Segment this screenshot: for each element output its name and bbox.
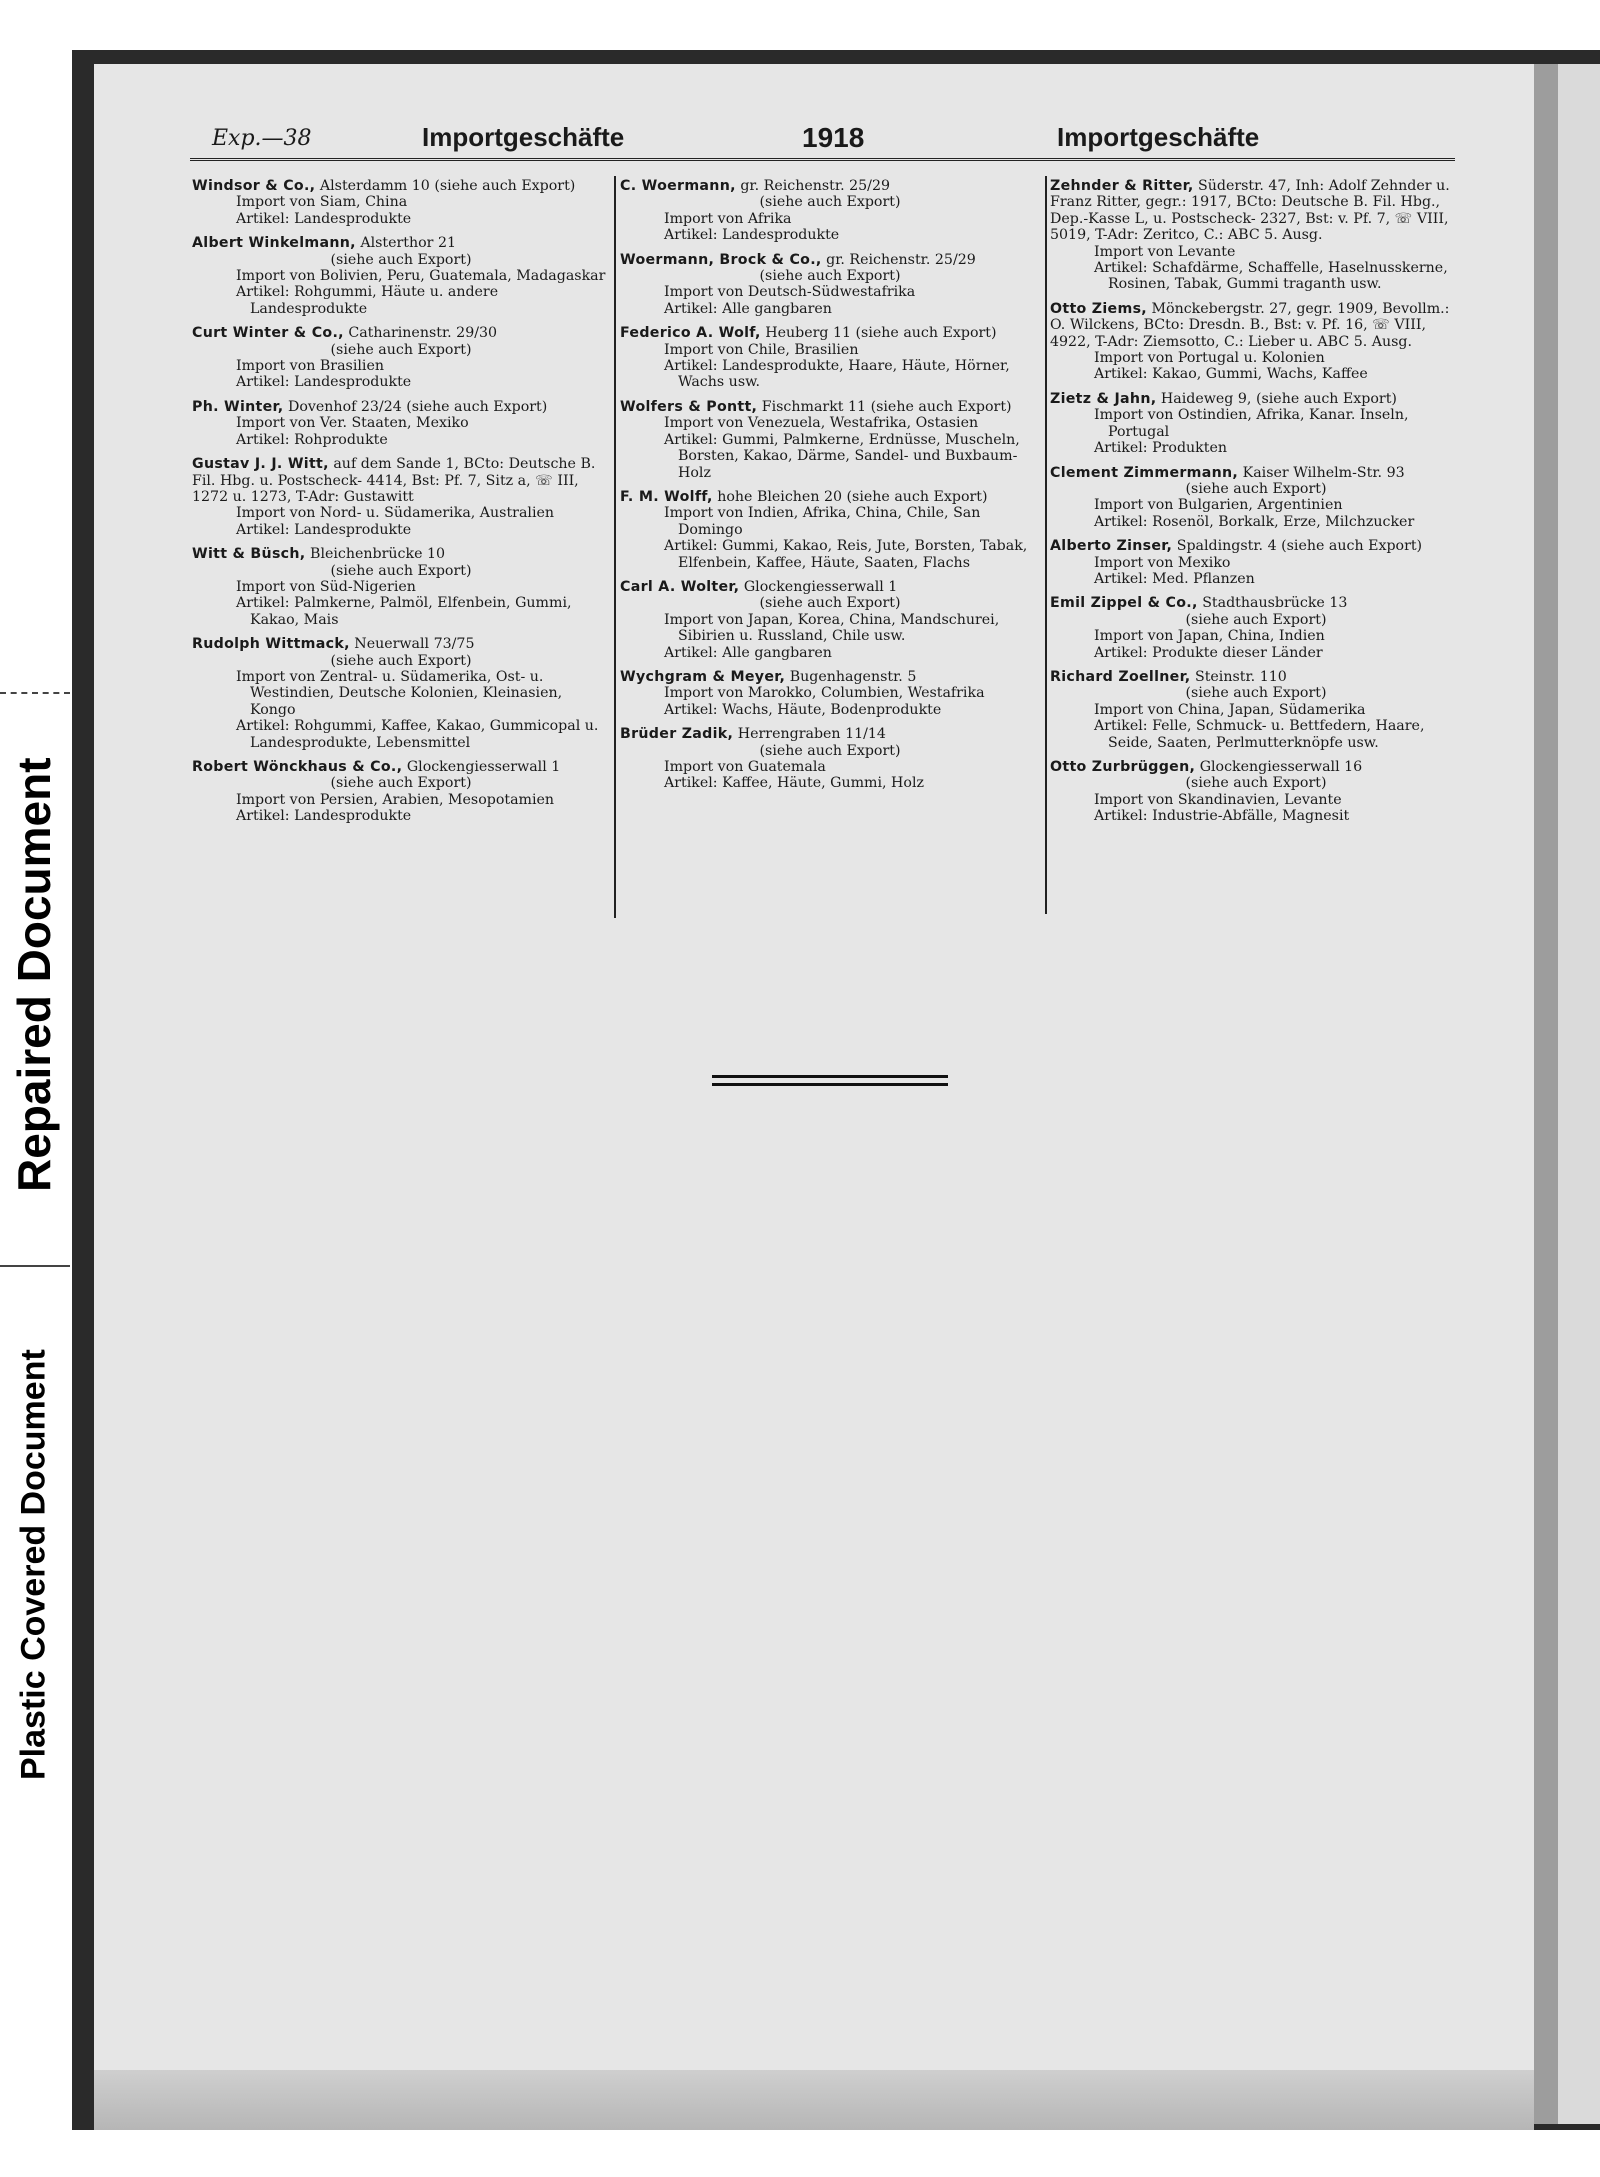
column-divider <box>614 176 616 918</box>
artikel-line: Artikel: Landesprodukte <box>236 210 412 227</box>
entry-heading <box>620 726 1040 742</box>
artikel-line: Artikel: Wachs, Häute, Bodenprodukte <box>664 701 942 718</box>
entry-heading <box>1050 301 1462 350</box>
import-line: Import von Siam, China <box>236 194 408 211</box>
entry-heading <box>192 178 610 194</box>
end-rule <box>712 1075 948 1078</box>
page-bottom-edge <box>94 2070 1534 2130</box>
import-line: Import von China, Japan, Südamerika <box>1094 701 1366 718</box>
entry-heading <box>620 325 1040 341</box>
see-also-note: (siehe auch Export) <box>1185 685 1327 702</box>
artikel-line: Artikel: Landesprodukte <box>664 227 840 244</box>
artikel-line: Artikel: Alle gangbaren <box>664 644 832 661</box>
artikel-line: Artikel: Rohgummi, Häute u. andere Landesprodukte <box>236 284 499 317</box>
artikel-line: Artikel: Rohgummi, Kaffee, Kakao, Gummicopal u. Landesprodukte, Lebensmittel <box>236 718 599 751</box>
year-heading: 1918 <box>802 122 865 153</box>
column-divider <box>1045 176 1047 914</box>
company-address: Steinstr. 110 <box>1194 668 1287 685</box>
import-line: Import von Indien, Afrika, China, Chile, San Domingo <box>664 505 981 538</box>
entry-heading <box>620 252 1040 268</box>
directory-entry <box>192 178 610 227</box>
directory-entry <box>192 399 610 448</box>
company-address: hohe Bleichen 20 (siehe auch Export) <box>717 488 988 505</box>
import-line: Import von Guatemala <box>664 759 826 775</box>
company-address: Glockengiesserwall 16 <box>1199 759 1363 775</box>
company-address: Stadthausbrücke 13 <box>1202 595 1348 612</box>
entry-heading <box>192 636 610 652</box>
company-name: Richard Zoellner, <box>1050 668 1191 685</box>
company-address: Heuberg 11 (siehe auch Export) <box>765 325 997 342</box>
entry-heading <box>1050 391 1462 407</box>
company-name: Zehnder & Ritter, <box>1050 178 1194 194</box>
directory-entry <box>192 546 610 628</box>
directory-column-2 <box>620 178 1040 800</box>
artikel-line: Artikel: Rosenöl, Borkalk, Erze, Milchzucker <box>1094 513 1415 530</box>
divider <box>0 1265 70 1268</box>
company-name: Gustav J. J. Witt, <box>192 456 329 473</box>
running-title-left: Importgeschäfte <box>422 122 625 152</box>
import-line: Import von Zentral- u. Südamerika, Ost- u. Westindien, Deutsche Kolonien, Kleinasien, Kongo <box>236 668 563 718</box>
entry-heading <box>620 178 1040 194</box>
artikel-line: Artikel: Felle, Schmuck- u. Bettfedern, Haare, Seide, Saaten, Perlmutterknöpfe usw. <box>1094 718 1425 751</box>
company-address: Bleichenbrücke 10 <box>310 546 446 563</box>
see-also-note: (siehe auch Export) <box>330 562 472 579</box>
directory-entry <box>192 636 610 751</box>
directory-entry <box>192 456 610 538</box>
directory-entry <box>1050 391 1462 457</box>
directory-entry <box>1050 595 1462 661</box>
import-line: Import von Ostindien, Afrika, Kanar. Inseln, Portugal <box>1094 407 1409 440</box>
entry-heading <box>192 235 610 251</box>
entry-heading <box>1050 595 1462 611</box>
directory-entry <box>1050 465 1462 531</box>
import-line: Import von Süd-Nigerien <box>236 578 416 595</box>
artikel-line: Artikel: Landesprodukte <box>236 808 412 825</box>
directory-entry <box>1050 538 1462 587</box>
page-header <box>212 122 1452 162</box>
running-title-right: Importgeschäfte <box>1057 122 1260 152</box>
entry-heading <box>1050 669 1462 685</box>
company-name: Otto Zurbrüggen, <box>1050 759 1196 775</box>
company-address: auf dem Sande 1, BCto: Deutsche B. Fil. Hbg. u. Postscheck- 4414, Bst: Pf. 7, Sitz a, ☏ III, 1272 u. 1273, T-Adr: Gustawitt <box>192 456 596 505</box>
artikel-line: Artikel: Gummi, Palmkerne, Erdnüsse, Muscheln, Borsten, Kakao, Därme, Sandel- und Buxbaum-Holz <box>664 431 1020 481</box>
directory-entry <box>1050 759 1462 825</box>
directory-entry <box>620 325 1040 391</box>
artikel-line: Artikel: Kakao, Gummi, Wachs, Kaffee <box>1094 366 1368 383</box>
company-address: Kaiser Wilhelm-Str. 93 <box>1242 464 1405 481</box>
company-address: Bugenhagenstr. 5 <box>789 668 917 685</box>
see-also-note: (siehe auch Export) <box>330 652 472 669</box>
company-address: Alsterdamm 10 (siehe auch Export) <box>319 178 576 194</box>
end-rule <box>712 1083 948 1086</box>
import-line: Import von Bulgarien, Argentinien <box>1094 497 1343 514</box>
see-also-note: (siehe auch Export) <box>330 251 472 268</box>
directory-entry <box>620 579 1040 661</box>
import-line: Import von Levante <box>1094 243 1236 260</box>
page-edge <box>1558 64 1600 2124</box>
artikel-line: Artikel: Landesprodukte, Haare, Häute, Hörner, Wachs usw. <box>664 358 1010 391</box>
entry-heading <box>620 579 1040 595</box>
artikel-line: Artikel: Schafdärme, Schaffelle, Haselnusskerne, Rosinen, Tabak, Gummi traganth usw. <box>1094 260 1448 293</box>
entry-heading <box>192 399 610 415</box>
company-address: Catharinenstr. 29/30 <box>348 325 498 342</box>
company-name: Clement Zimmermann, <box>1050 464 1239 481</box>
import-line: Import von Portugal u. Kolonien <box>1094 350 1325 367</box>
directory-entry <box>1050 178 1462 293</box>
entry-heading <box>1050 178 1462 244</box>
directory-entry <box>620 399 1040 481</box>
company-name: Zietz & Jahn, <box>1050 390 1157 407</box>
company-name: Rudolph Wittmack, <box>192 636 350 653</box>
import-line: Import von Persien, Arabien, Mesopotamien <box>236 791 555 808</box>
company-address: Alsterthor 21 <box>360 235 457 252</box>
company-name: F. M. Wolff, <box>620 488 713 505</box>
see-also-note: (siehe auch Export) <box>1185 480 1327 497</box>
import-line: Import von Venezuela, Westafrika, Ostasien <box>664 415 979 432</box>
company-name: Woermann, Brock & Co., <box>620 251 822 268</box>
entry-heading <box>620 489 1040 505</box>
directory-entry <box>620 178 1040 244</box>
artikel-line: Artikel: Kaffee, Häute, Gummi, Holz <box>664 775 924 792</box>
company-name: Albert Winkelmann, <box>192 235 356 252</box>
company-name: Ph. Winter, <box>192 398 284 415</box>
directory-entry <box>192 235 610 317</box>
see-also-note: (siehe auch Export) <box>1185 611 1327 628</box>
artikel-line: Artikel: Produkten <box>1094 440 1228 457</box>
entry-heading <box>1050 538 1462 554</box>
see-also-note: (siehe auch Export) <box>759 595 901 612</box>
company-name: Witt & Büsch, <box>192 546 306 563</box>
directory-entry <box>192 759 610 825</box>
directory-entry <box>620 669 1040 718</box>
import-line: Import von Skandinavien, Levante <box>1094 791 1342 808</box>
company-name: C. Woermann, <box>620 178 736 194</box>
company-name: Alberto Zinser, <box>1050 538 1173 555</box>
directory-entry <box>620 726 1040 792</box>
import-line: Import von Nord- u. Südamerika, Australien <box>236 505 555 522</box>
header-rule <box>190 158 1455 164</box>
company-address: Neuerwall 73/75 <box>354 636 475 653</box>
repaired-document-label: Repaired Document <box>8 757 60 1193</box>
see-also-note: (siehe auch Export) <box>759 268 901 285</box>
company-name: Federico A. Wolf, <box>620 325 761 342</box>
artikel-line: Artikel: Alle gangbaren <box>664 300 832 317</box>
entry-heading <box>620 669 1040 685</box>
company-name: Wolfers & Pontt, <box>620 398 758 415</box>
artikel-line: Artikel: Gummi, Kakao, Reis, Jute, Borsten, Tabak, Elfenbein, Kaffee, Häute, Saaten, Flachs <box>664 538 1028 571</box>
import-line: Import von Chile, Brasilien <box>664 341 859 358</box>
company-address: Mönckebergstr. 27, gegr. 1909, Bevollm.: O. Wilckens, BCto: Dresdn. B., Bst: v. Pf. 16, ☏ VIII, 4922, T-Adr: Ziemsotto, C.: Lieber u. ABC 5. Ausg. <box>1050 300 1450 350</box>
directory-column-1 <box>192 178 610 833</box>
see-also-note: (siehe auch Export) <box>330 341 472 358</box>
import-line: Import von Deutsch-Südwestafrika <box>664 284 916 301</box>
company-address: gr. Reichenstr. 25/29 <box>826 251 976 268</box>
page-edge-shadow <box>1534 64 1558 2124</box>
company-address: gr. Reichenstr. 25/29 <box>740 178 890 194</box>
company-name: Curt Winter & Co., <box>192 325 344 342</box>
company-name: Wychgram & Meyer, <box>620 668 786 685</box>
entry-heading <box>620 399 1040 415</box>
company-name: Emil Zippel & Co., <box>1050 595 1198 612</box>
entry-heading <box>1050 465 1462 481</box>
company-address: Dovenhof 23/24 (siehe auch Export) <box>287 398 548 415</box>
side-label-strip <box>0 0 72 2177</box>
directory-column-3 <box>1050 178 1462 833</box>
import-line: Import von Marokko, Columbien, Westafrika <box>664 685 985 702</box>
see-also-note: (siehe auch Export) <box>759 194 901 211</box>
import-line: Import von Afrika <box>664 210 792 227</box>
company-name: Carl A. Wolter, <box>620 578 740 595</box>
divider <box>0 692 70 695</box>
artikel-line: Artikel: Landesprodukte <box>236 521 412 538</box>
import-line: Import von Mexiko <box>1094 554 1231 571</box>
import-line: Import von Brasilien <box>236 358 384 375</box>
artikel-line: Artikel: Palmkerne, Palmöl, Elfenbein, Gummi, Kakao, Mais <box>236 595 572 628</box>
artikel-line: Artikel: Med. Pflanzen <box>1094 570 1255 587</box>
directory-entry <box>1050 301 1462 383</box>
artikel-line: Artikel: Industrie-Abfälle, Magnesit <box>1094 808 1350 825</box>
company-name: Otto Ziems, <box>1050 300 1148 317</box>
artikel-line: Artikel: Rohprodukte <box>236 431 388 448</box>
company-name: Brüder Zadik, <box>620 726 734 743</box>
page-reference: Exp.—38 <box>212 126 312 151</box>
company-address: Spaldingstr. 4 (siehe auch Export) <box>1176 538 1423 555</box>
see-also-note: (siehe auch Export) <box>759 742 901 759</box>
directory-entry <box>192 325 610 391</box>
import-line: Import von Japan, Korea, China, Mandschurei, Sibirien u. Russland, Chile usw. <box>664 611 1000 645</box>
entry-heading <box>192 759 610 775</box>
company-address: Herrengraben 11/14 <box>737 726 886 743</box>
entry-heading <box>192 325 610 341</box>
import-line: Import von Bolivien, Peru, Guatemala, Madagaskar <box>236 268 606 285</box>
see-also-note: (siehe auch Export) <box>1185 775 1327 792</box>
import-line: Import von Ver. Staaten, Mexiko <box>236 415 469 432</box>
entry-heading <box>192 546 610 562</box>
plastic-covered-document-label: Plastic Covered Document <box>14 1349 53 1781</box>
entry-heading <box>1050 759 1462 775</box>
artikel-line: Artikel: Produkte dieser Länder <box>1094 644 1323 661</box>
company-name: Windsor & Co., <box>192 178 316 194</box>
see-also-note: (siehe auch Export) <box>330 775 472 792</box>
entry-heading <box>192 456 610 505</box>
import-line: Import von Japan, China, Indien <box>1094 628 1325 645</box>
directory-entry <box>620 252 1040 318</box>
company-address: Fischmarkt 11 (siehe auch Export) <box>761 398 1012 415</box>
company-name: Robert Wönckhaus & Co., <box>192 759 403 775</box>
company-address: Glockengiesserwall 1 <box>743 578 898 595</box>
company-address: Glockengiesserwall 1 <box>406 759 561 775</box>
directory-entry <box>620 489 1040 571</box>
company-address: Süderstr. 47, Inh: Adolf Zehnder u. Franz Ritter, gegr.: 1917, BCto: Deutsche B. Fil. Hbg., Dep.-Kasse L, u. Postscheck- 2327, Bst: v. Pf. 7, ☏ VIII, 5019, T-Adr: Zeritco, C.: ABC 5. Ausg. <box>1050 178 1450 244</box>
artikel-line: Artikel: Landesprodukte <box>236 374 412 391</box>
directory-entry <box>1050 669 1462 751</box>
company-address: Haideweg 9, (siehe auch Export) <box>1160 390 1397 407</box>
